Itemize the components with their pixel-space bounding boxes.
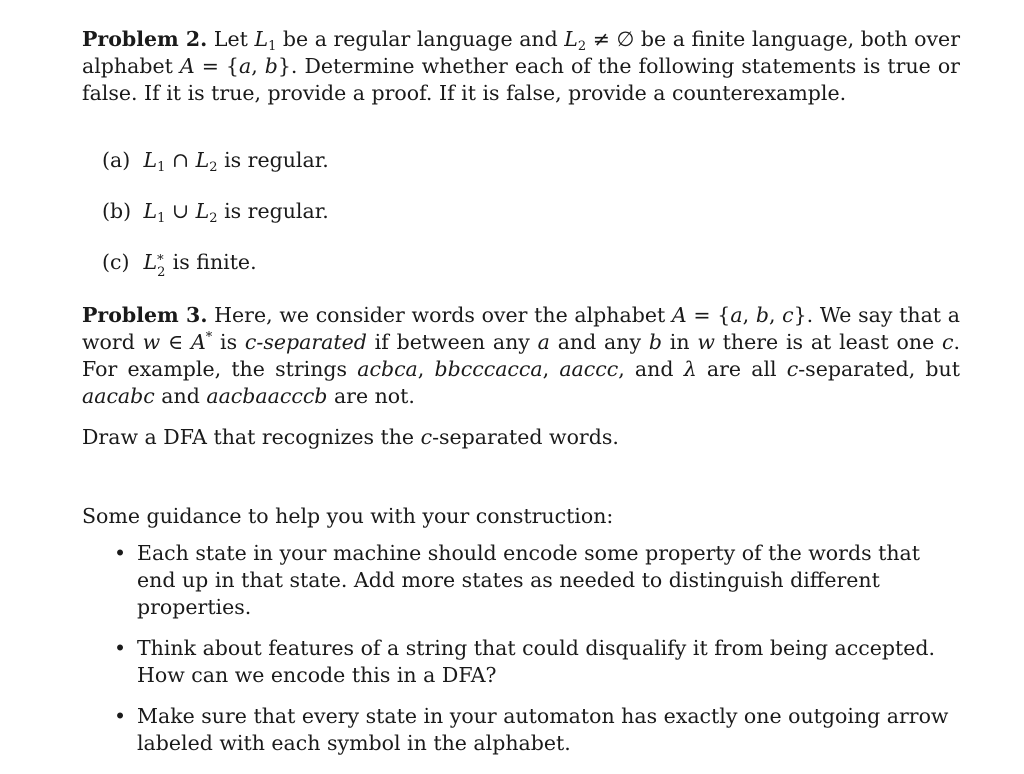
guidance-list bbox=[82, 540, 960, 757]
math-comma: , bbox=[542, 357, 560, 381]
text-fragment: are not. bbox=[327, 384, 415, 408]
problem-3-task bbox=[82, 424, 960, 451]
text-fragment: -separated, but bbox=[798, 357, 960, 381]
math-comma: , bbox=[742, 303, 756, 327]
math-w: w bbox=[142, 330, 161, 354]
item-b bbox=[102, 198, 960, 225]
text-fragment: Here, we consider words over the alphabet bbox=[214, 303, 672, 327]
text-fragment: and any bbox=[549, 330, 649, 354]
math-L: L bbox=[564, 27, 578, 51]
item-label: (b) bbox=[102, 199, 132, 223]
guidance-bullet bbox=[112, 703, 960, 757]
example-word: bbcccacca bbox=[434, 357, 543, 381]
item-c: (c) L * 2 is finite. bbox=[102, 250, 257, 280]
text-fragment: . For example, the strings bbox=[82, 330, 961, 381]
math-c: c bbox=[942, 330, 954, 354]
math-lambda: λ bbox=[683, 357, 697, 381]
math-b: b bbox=[648, 330, 662, 354]
bullet-marker: • bbox=[114, 704, 127, 728]
math-subscript: 1 bbox=[157, 211, 166, 226]
text-fragment: Let bbox=[213, 27, 255, 51]
text-fragment: there is at least one bbox=[714, 330, 942, 354]
math-L: L bbox=[143, 148, 158, 172]
example-word: aacabc bbox=[82, 384, 155, 408]
problem-2-items bbox=[82, 147, 960, 280]
problem-3-statement bbox=[82, 302, 960, 410]
math-subscript: 2 bbox=[577, 39, 587, 54]
guidance-intro: Some guidance to help you with your construction: bbox=[82, 504, 614, 528]
text-fragment: }. We say that a word bbox=[82, 303, 960, 354]
problem-2-statement bbox=[82, 26, 960, 107]
bullet-marker: • bbox=[114, 636, 127, 660]
text-fragment: and bbox=[154, 384, 207, 408]
math-A: A bbox=[179, 54, 195, 78]
math-L: L bbox=[195, 148, 210, 172]
term-c-separated: c-separated bbox=[244, 330, 367, 354]
math-L: L bbox=[195, 199, 210, 223]
math-neq-empty: ≠ ∅ bbox=[586, 27, 635, 51]
math-subscript: 1 bbox=[157, 160, 166, 175]
math-L: L bbox=[143, 250, 158, 274]
math-a: a bbox=[537, 330, 550, 354]
math-L: L bbox=[143, 199, 158, 223]
bullet-text: Think about features of a string that could disqualify it from being accepted. How can we encode this in a DFA? bbox=[137, 636, 935, 687]
text-fragment: , and bbox=[618, 357, 684, 381]
math-A: A bbox=[190, 330, 206, 354]
item-a bbox=[102, 147, 960, 174]
math-c: c bbox=[420, 425, 433, 449]
item-label: (a) bbox=[102, 148, 131, 172]
bullet-marker: • bbox=[114, 541, 127, 565]
math-b: b bbox=[755, 303, 769, 327]
item-text: is regular. bbox=[217, 148, 329, 172]
text-fragment: in bbox=[661, 330, 698, 354]
bullet-text: Make sure that every state in your automaton has exactly one outgoing arrow labeled with each symbol in the alphabet. bbox=[137, 704, 949, 755]
math-c: c bbox=[782, 303, 794, 327]
math-union: ∪ bbox=[165, 199, 196, 223]
problem-2-heading: Problem 2. bbox=[82, 27, 208, 51]
text-fragment: are all bbox=[696, 357, 787, 381]
document-page bbox=[82, 26, 960, 771]
math-comma: , bbox=[768, 303, 783, 327]
text-fragment: -separated words. bbox=[432, 425, 619, 449]
math-comma: , bbox=[417, 357, 435, 381]
math-subscript: 2 bbox=[209, 211, 218, 226]
math-subscript: 1 bbox=[268, 39, 277, 54]
math-L: L bbox=[254, 27, 269, 51]
text-fragment: }. Determine whether each of the following statements is true or false. If it is true, provide a proof. If it is false, provide a counterexample. bbox=[82, 54, 960, 105]
item-text: is finite. bbox=[166, 250, 257, 274]
text-fragment: if between any bbox=[366, 330, 538, 354]
item-text: is regular. bbox=[217, 199, 329, 223]
math-comma: , bbox=[251, 54, 265, 78]
math-A: A bbox=[671, 303, 687, 327]
math-set-open: = { bbox=[686, 303, 731, 327]
math-a: a bbox=[730, 303, 743, 327]
text-fragment: be a regular language and bbox=[276, 27, 565, 51]
math-intersection: ∩ bbox=[165, 148, 196, 172]
problem-3-heading: Problem 3. bbox=[82, 303, 208, 327]
bullet-text: Each state in your machine should encode some property of the words that end up in that state. Add more states as needed to distinguish different properties. bbox=[137, 541, 921, 619]
math-subscript: 2 bbox=[209, 160, 218, 175]
example-word: aacbaacccb bbox=[206, 384, 328, 408]
text-fragment: be a finite language, both over alphabet bbox=[82, 27, 960, 78]
math-set-open: = { bbox=[194, 54, 239, 78]
text-fragment: is bbox=[220, 330, 245, 354]
math-a: a bbox=[238, 54, 252, 78]
math-c: c bbox=[786, 357, 799, 381]
math-b: b bbox=[264, 54, 278, 78]
math-element-of: ∈ bbox=[160, 330, 191, 354]
example-word: acbca bbox=[357, 357, 418, 381]
text-fragment: Draw a DFA that recognizes the bbox=[82, 425, 421, 449]
item-label: (c) bbox=[102, 250, 130, 274]
guidance-bullet bbox=[112, 540, 960, 621]
example-word: aaccc bbox=[559, 357, 619, 381]
math-superscript-star: * bbox=[205, 330, 213, 345]
guidance-bullet bbox=[112, 635, 960, 689]
math-w: w bbox=[697, 330, 715, 354]
